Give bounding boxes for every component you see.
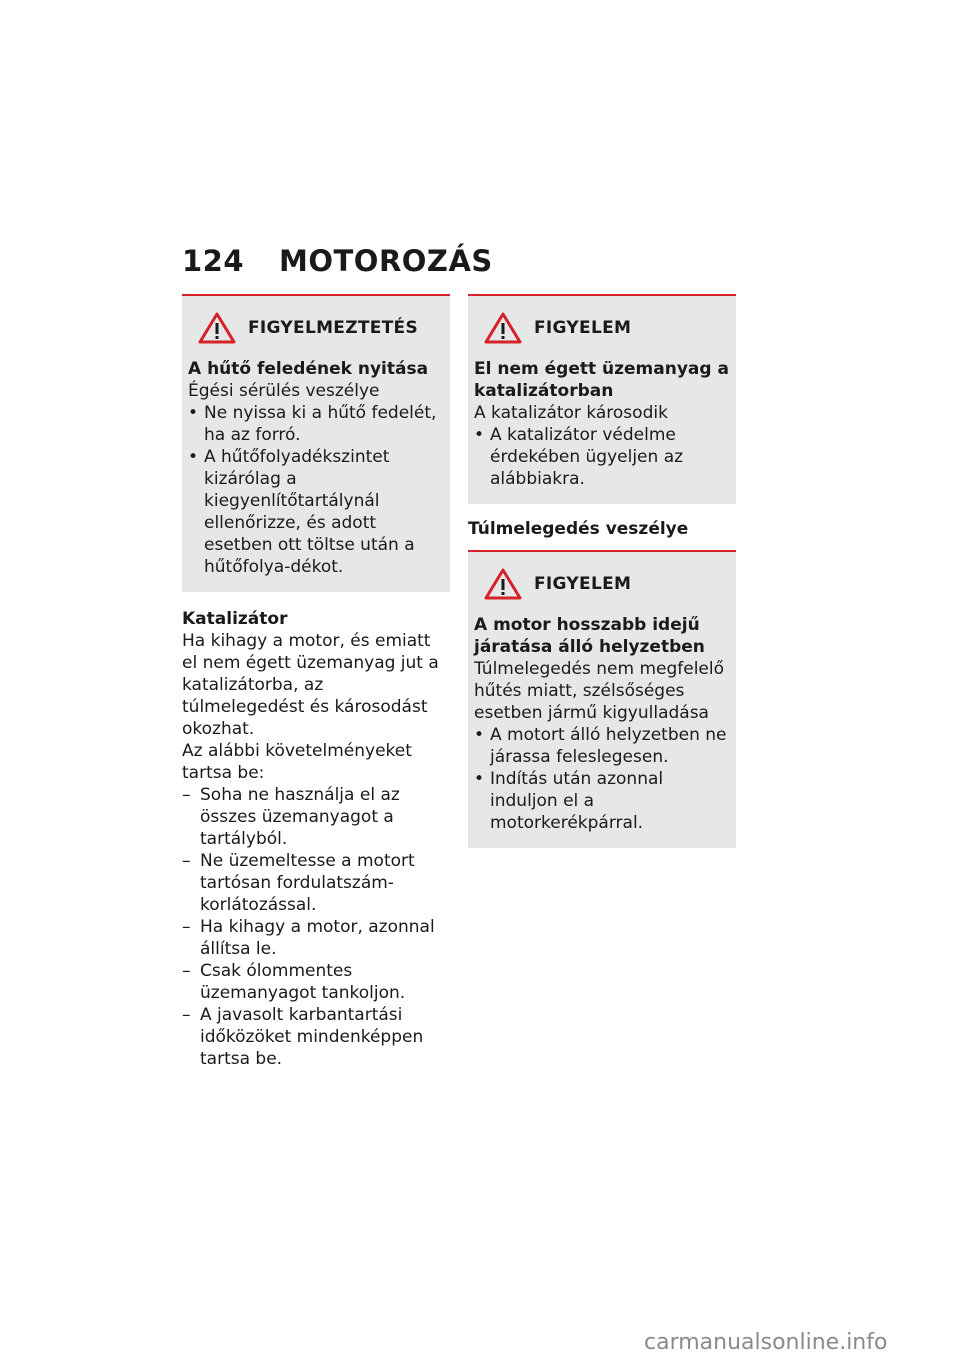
warning-box-coolant [182,294,450,592]
dash-marker: – [182,1005,191,1025]
section-title: Túlmelegedés veszélye [468,518,736,552]
section-title: Katalizátor [182,609,288,629]
warning-label: FIGYELMEZTETÉS [248,318,418,338]
list-item: • A katalizátor védelme érdekében ügyeljen az alábbiakra. [474,425,684,489]
bullet-marker: • [474,725,485,745]
list-item: – Csak ólommentes üzemanyagot tankoljon. [182,961,406,1003]
warning-title: A motor hosszabb idejű járatása álló helyzetben [474,615,705,657]
catalyst-section [182,608,450,1070]
left-column [182,294,450,1070]
list-item: – Ne üzemeltesse a motort tartósan fordulatszám-korlátozással. [182,851,415,915]
list-item: • A hűtőfolyadékszintet kizárólag a kiegyenlítőtartálynál ellenőrizze, és adott esetben ott töltse után a hűtőfolya-dékot. [188,447,415,577]
watermark: carmanualsonline.info [644,1330,888,1355]
list-item: – Ha kihagy a motor, azonnal állítsa le. [182,917,435,959]
warning-title: A hűtő feledének nyitása [188,359,429,379]
warning-triangle-icon [198,312,236,344]
page-title: MOTOROZÁS [279,244,493,278]
page-number: 124 [182,244,245,278]
warning-header [484,568,730,600]
warning-triangle-icon [484,568,522,600]
dash-marker: – [182,917,191,937]
warning-header [484,312,730,344]
dash-marker: – [182,785,191,805]
right-column [468,294,736,848]
list-item: • Ne nyissa ki a hűtő fedelét, ha az forró. [188,403,437,445]
paragraph: Az alábbi követelményeket tartsa be: [182,741,412,783]
list-item: • A motort álló helyzetben ne járassa feleslegesen. [474,725,727,767]
bullet-marker: • [188,447,199,467]
bullet-marker: • [188,403,199,423]
warning-box-overheating [468,552,736,848]
list-item: – A javasolt karbantartási időközöket mindenképpen tartsa be. [182,1005,424,1069]
warning-box-catalyst [468,294,736,504]
warning-subtitle: Túlmelegedés nem megfelelő hűtés miatt, szélsőséges esetben jármű kigyulladása [474,659,725,723]
page-header [182,244,493,278]
list-item: • Indítás után azonnal induljon el a motorkerékpárral. [474,769,664,833]
warning-header [198,312,444,344]
warning-subtitle: Égési sérülés veszélye [188,381,380,401]
warning-title: El nem égett üzemanyag a katalizátorban [474,359,729,401]
warning-label: FIGYELEM [534,574,632,594]
dash-marker: – [182,961,191,981]
warning-subtitle: A katalizátor károsodik [474,403,668,423]
list-item: – Soha ne használja el az összes üzemanyagot a tartályból. [182,785,400,849]
paragraph: Ha kihagy a motor, és emiatt el nem égett üzemanyag jut a katalizátorba, az túlmelegedést és károsodást okozhat. [182,631,439,739]
warning-triangle-icon [484,312,522,344]
dash-marker: – [182,851,191,871]
bullet-marker: • [474,425,485,445]
dash-list [182,784,450,1070]
bullet-marker: • [474,769,485,789]
warning-label: FIGYELEM [534,318,632,338]
